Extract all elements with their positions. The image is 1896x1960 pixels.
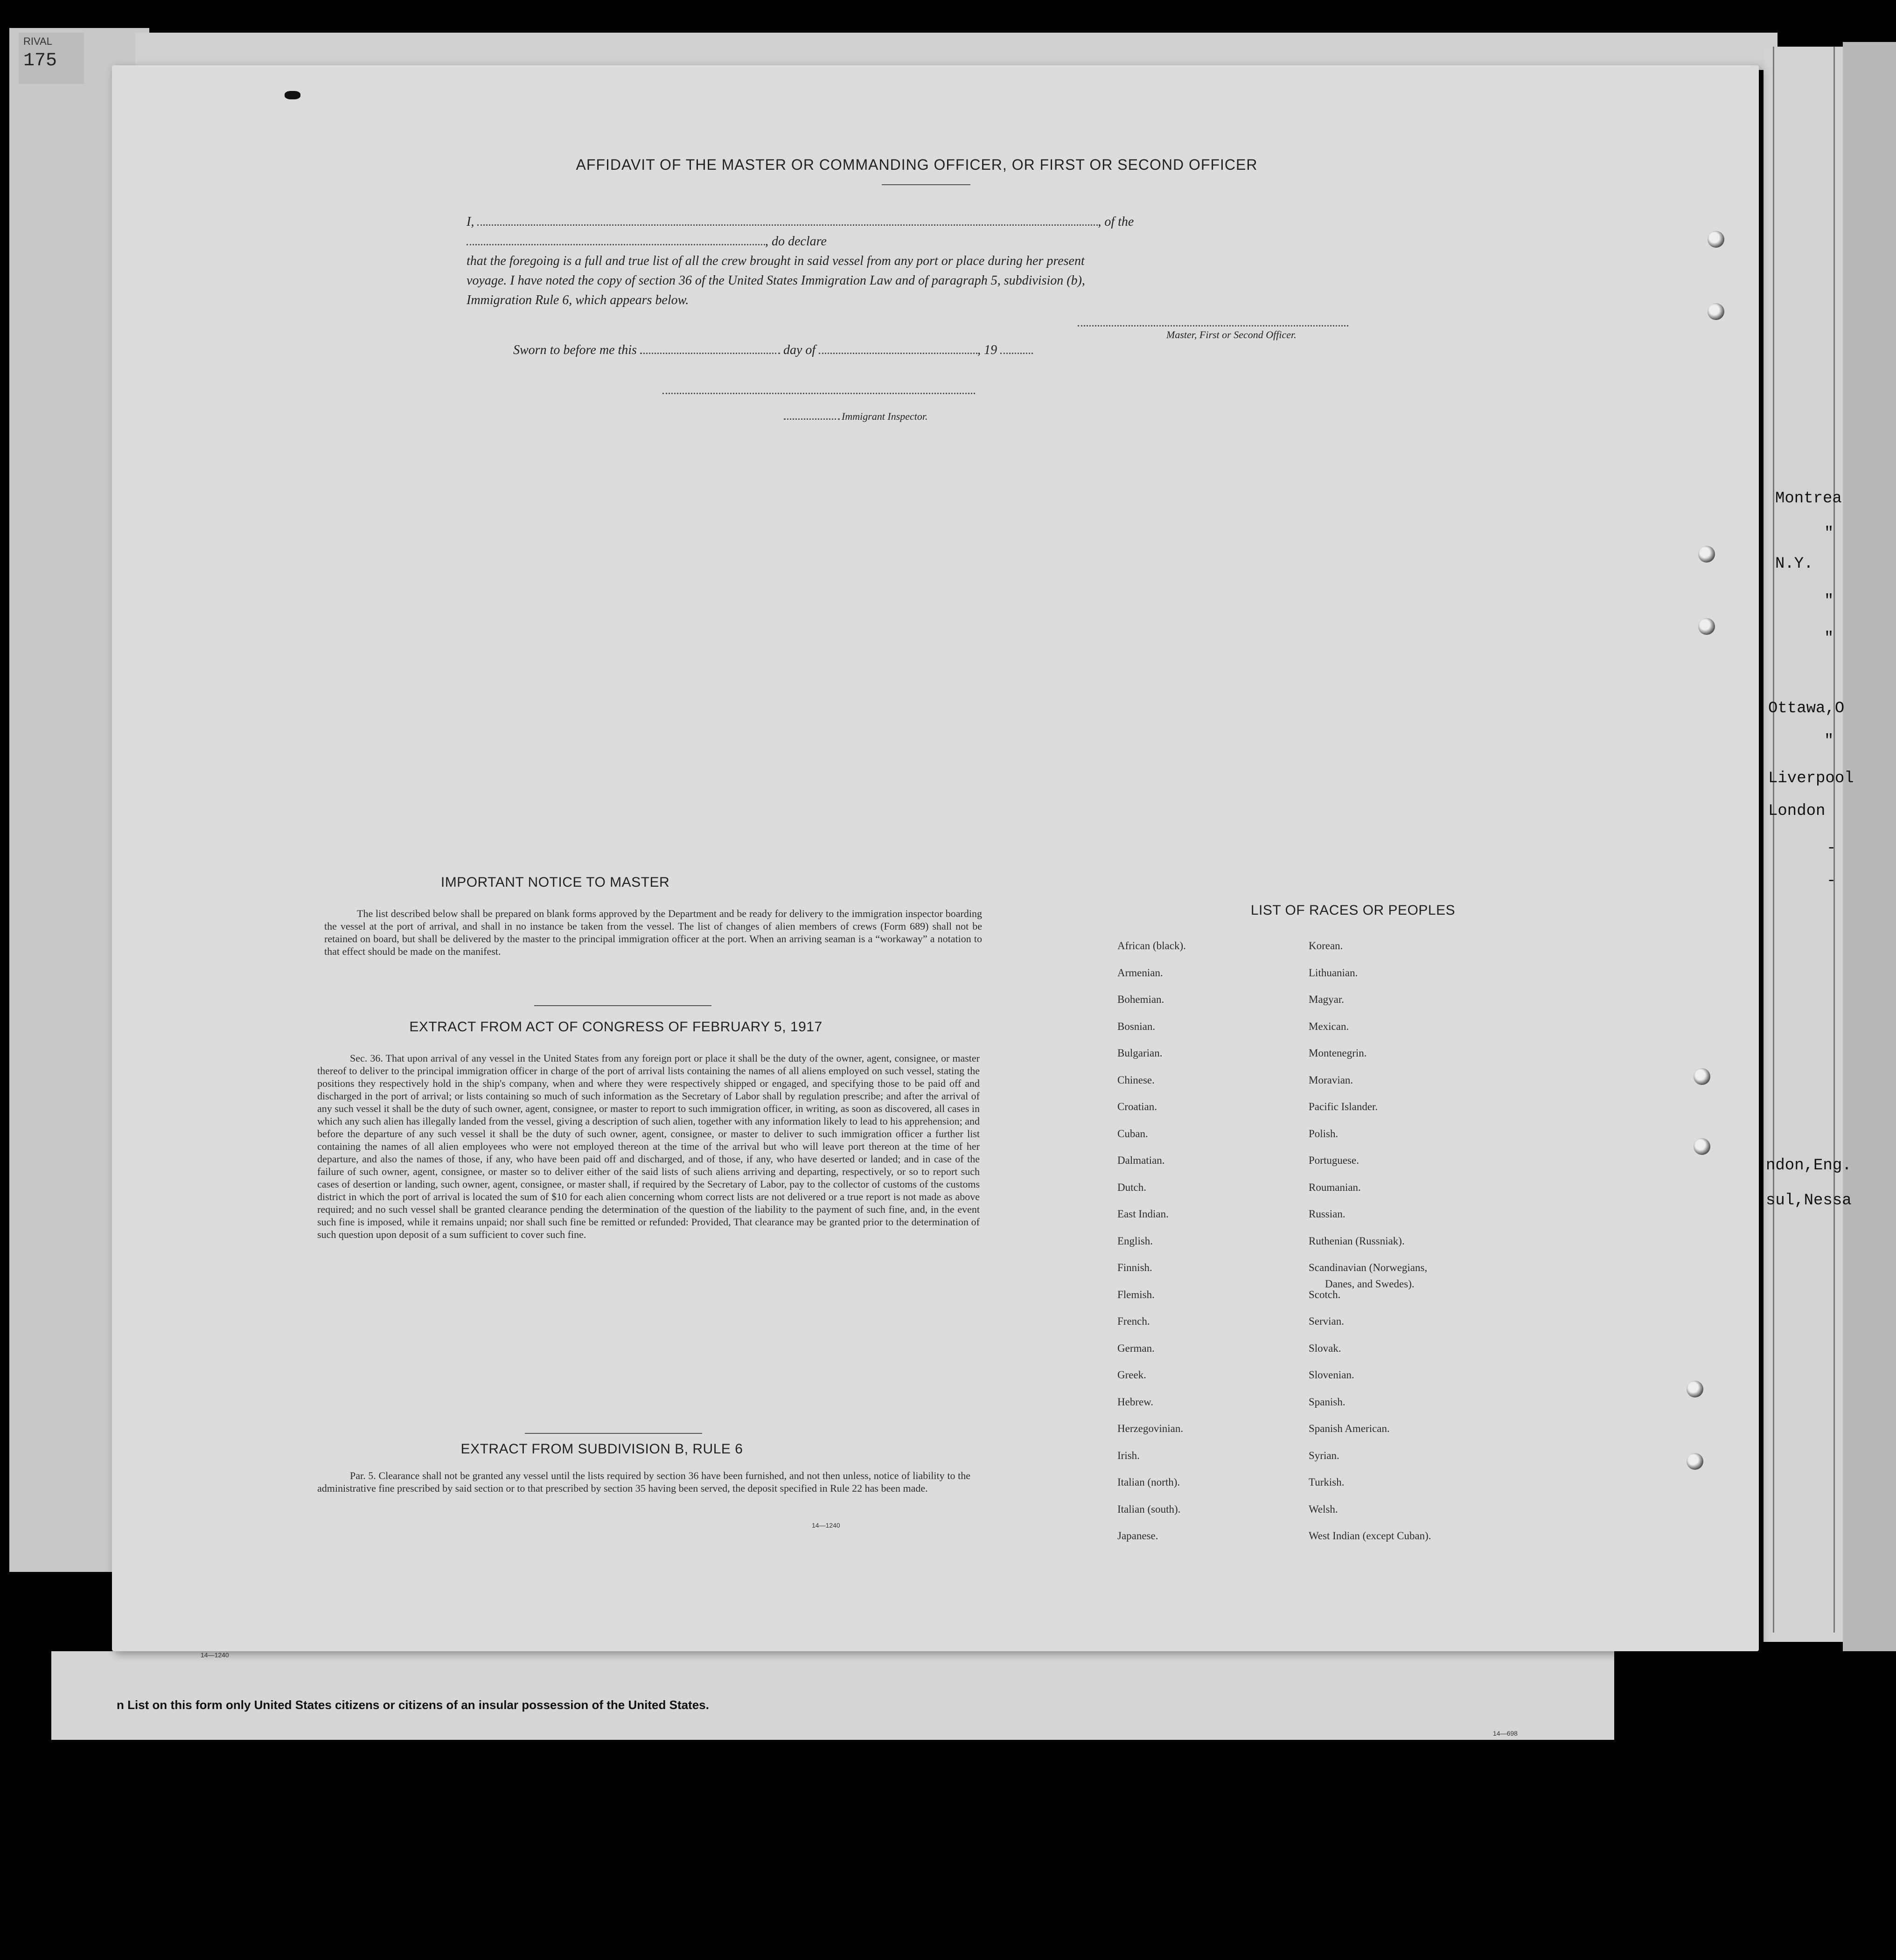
top-left-label — [19, 33, 84, 84]
race-item: Dalmatian. — [1117, 1154, 1165, 1166]
affidavit-declaration — [467, 212, 1400, 310]
act-divider — [525, 1433, 702, 1434]
race-item: Dutch. — [1117, 1181, 1146, 1193]
race-item: Russian. — [1309, 1208, 1345, 1220]
race-item: Servian. — [1309, 1315, 1345, 1327]
race-item: Ruthenian (Russniak). — [1309, 1235, 1405, 1247]
right-entry: " — [1824, 525, 1834, 542]
sworn-month-field[interactable] — [819, 353, 977, 354]
right-entry: N.Y. — [1775, 555, 1813, 573]
race-item: West Indian (except Cuban). — [1309, 1530, 1431, 1542]
right-entry: - — [1826, 840, 1836, 857]
corner-mark — [285, 91, 300, 99]
declaration-line-3: voyage. I have noted the copy of section 36 of the United States Immigration Law and of paragraph 5, subdivision (b), — [467, 273, 1085, 288]
race-item: Greek. — [1117, 1369, 1146, 1381]
inspector-label: Immigrant Inspector. — [842, 410, 928, 422]
binder-hole — [1694, 1138, 1710, 1155]
officer-name-field[interactable] — [477, 224, 1098, 226]
day-of-label: day of — [783, 343, 816, 357]
race-item: German. — [1117, 1342, 1155, 1354]
binder-hole — [1708, 231, 1724, 248]
declaration-line-4: Immigration Rule 6, which appears below. — [467, 293, 689, 307]
race-item: Cuban. — [1117, 1127, 1148, 1140]
right-entry: Liverpool — [1768, 770, 1854, 787]
binder-hole — [1687, 1453, 1703, 1470]
rule-text: Par. 5. Clearance shall not be granted any vessel until the lists required by section 36 have been furnished, and not then unless, notice of liability to the administrative fine prescribed by said section or to that prescribed by section 35 having been served, the deposit specified in Rule 22 has been made. — [317, 1470, 970, 1494]
race-item: Spanish American. — [1309, 1423, 1390, 1434]
stamp-number: 175 — [23, 50, 57, 71]
middle-sheet — [135, 33, 1778, 70]
race-item: Flemish. — [1117, 1288, 1155, 1300]
rule-form-number: 14—1240 — [812, 1522, 840, 1529]
race-item: African (black). — [1117, 940, 1186, 952]
race-item: Slovak. — [1309, 1342, 1341, 1354]
race-item: Montenegrin. — [1309, 1047, 1367, 1059]
race-item: Italian (north). — [1117, 1476, 1180, 1488]
declaration-line-2: that the foregoing is a full and true list of all the crew brought in said vessel from any port or place during her present — [467, 254, 1085, 268]
race-item: Moravian. — [1309, 1074, 1353, 1086]
race-item: Syrian. — [1309, 1449, 1339, 1461]
race-item: Magyar. — [1309, 994, 1345, 1005]
race-item: Croatian. — [1117, 1101, 1157, 1112]
right-entry: " — [1824, 630, 1834, 647]
inspector-line — [784, 410, 928, 423]
do-declare-label: , do declare — [765, 234, 827, 249]
race-item: Finnish. — [1117, 1262, 1152, 1273]
race-item: French. — [1117, 1315, 1150, 1327]
master-signature-line[interactable] — [1078, 324, 1348, 327]
binder-hole — [1694, 1068, 1710, 1085]
year-label: , 19 — [977, 343, 997, 357]
bottom-form-number: 14—698 — [1493, 1730, 1518, 1737]
race-item: Scotch. — [1309, 1288, 1341, 1300]
right-entry: " — [1824, 592, 1834, 610]
race-item: Hebrew. — [1117, 1396, 1154, 1408]
right-entry: London — [1768, 802, 1826, 820]
affidavit-title: AFFIDAVIT OF THE MASTER OR COMMANDING OFFICER, OR FIRST OR SECOND OFFICER — [576, 156, 1258, 173]
right-entry: Ottawa,O — [1768, 700, 1845, 717]
sworn-line — [513, 341, 1033, 360]
binder-hole — [1698, 618, 1715, 635]
race-item: Portuguese. — [1309, 1154, 1359, 1166]
inspector-prefix-dots — [784, 418, 840, 420]
binder-hole — [1708, 303, 1724, 320]
rule-title: EXTRACT FROM SUBDIVISION B, RULE 6 — [460, 1441, 743, 1457]
act-title: EXTRACT FROM ACT OF CONGRESS OF FEBRUARY 5, 1917 — [409, 1019, 823, 1035]
race-item: Turkish. — [1309, 1476, 1345, 1488]
race-item: Japanese. — [1117, 1530, 1158, 1542]
i-label: I, — [467, 215, 474, 229]
title-underline — [882, 184, 970, 185]
right-entry: Montrea — [1775, 490, 1842, 507]
race-item: Korean. — [1309, 940, 1343, 952]
sworn-label: Sworn to before me this — [513, 343, 637, 357]
race-item: Lithuanian. — [1309, 966, 1358, 979]
race-item: Spanish. — [1309, 1396, 1345, 1408]
inspector-signature-line[interactable] — [662, 392, 975, 394]
race-item: English. — [1117, 1235, 1153, 1247]
act-text: Sec. 36. That upon arrival of any vessel in the United States from any foreign port or place it shall be the duty of the owner, agent, consignee, or master thereof to deliver to the principal immigration officer in charge of the port of arrival lists containing the names of all aliens employed on such vessel, stating the positions they respectively hold in the ship's company, when and where they were respectively shipped or engaged, and specifying those to be paid off and discharged in the port of arrival; or lists containing so much of such information as the Secretary of Labor shall by regulation prescribe; and after the arrival of any such vessel it shall be the duty of such owner, agent, consignee, or master to report to such immigration officer, in writing, as soon as discovered, all cases in which any such alien has illegally landed from the vessel, giving a description of such alien, together with any information likely to lead to his apprehension; and before the departure of any such vessel it shall be the duty of such owner, agent, consignee, or master to deliver to such immigration officer a further list containing the names of all alien employees who were not employed thereon at the time of the arrival but who will leave port thereon at the time of her departure, and also the names of those, if any, who have been paid off and discharged, and of those, if any, who have deserted or landed; and in case of the failure of such owner, agent, consignee, or master so to deliver either of the said lists of such aliens arriving and departing, respectively, or so to report such cases of desertion or landing, such owner, agent, consignee, or master shall, if required by the Secretary of Labor, pay to the collector of customs of the customs district in which the port of arrival is located the sum of $10 for each alien concerning whom correct lists are not delivered or a true report is not made as above required; and no such vessel shall be granted clearance pending the determination of the question of the liability to the payment of such fine, and, in the event such fine is imposed, while it remains unpaid; nor shall such fine be remitted or refunded: Provided, That clearance may be granted prior to the determination of such question upon deposit of a sum sufficient to cover such fine. — [317, 1052, 980, 1240]
notice-divider — [534, 1005, 711, 1006]
race-item: Welsh. — [1309, 1503, 1338, 1515]
bottom-strip-text: n List on this form only United States citizens or citizens of an insular possession of the United States. — [117, 1698, 709, 1712]
declaration-line-1 — [467, 212, 1400, 251]
race-item: Scandinavian (Norwegians, — [1309, 1262, 1428, 1273]
of-the-label: , of the — [1098, 215, 1134, 229]
binder-hole — [1687, 1381, 1703, 1397]
race-item: Pacific Islander. — [1309, 1101, 1378, 1112]
races-title: LIST OF RACES OR PEOPLES — [1250, 903, 1456, 918]
bottom-left-form-number: 14—1240 — [201, 1651, 229, 1659]
vessel-name-field[interactable] — [467, 244, 765, 245]
binder-hole — [1698, 546, 1715, 563]
race-item: East Indian. — [1117, 1208, 1169, 1220]
race-item: Bosnian. — [1117, 1020, 1156, 1032]
race-item: Polish. — [1309, 1127, 1338, 1140]
race-item: Armenian. — [1117, 966, 1163, 979]
race-item: Herzegovinian. — [1117, 1423, 1184, 1434]
race-item: Bohemian. — [1117, 994, 1164, 1005]
far-right-strip — [1843, 42, 1896, 1651]
right-entry: ndon,Eng. — [1766, 1157, 1852, 1175]
stamp-text: RIVAL — [23, 35, 52, 47]
sworn-year-field[interactable] — [1000, 353, 1033, 354]
race-item: Irish. — [1117, 1449, 1140, 1461]
race-item: Mexican. — [1309, 1020, 1349, 1032]
bottom-strip — [51, 1651, 1614, 1740]
race-item-continuation: Danes, and Swedes). — [1325, 1278, 1415, 1290]
race-item: Slovenian. — [1309, 1369, 1354, 1381]
race-item: Chinese. — [1117, 1074, 1155, 1086]
right-sheet-divider — [1773, 47, 1774, 1633]
sworn-day-field[interactable] — [640, 353, 780, 354]
race-item: Italian (south). — [1117, 1503, 1181, 1515]
notice-text: The list described below shall be prepared on blank forms approved by the Department and be ready for delivery to the immigration inspector boarding the vessel at the port of arrival, and shall in no instance be taken from the vessel. The list of changes of alien members of crews (Form 689) shall not be retained on board, but shall be delivered by the master to the principal immigration officer at the port. When an arriving seaman is a “workaway” a notation to that effect should be made on the manifest. — [324, 908, 982, 957]
notice-title: IMPORTANT NOTICE TO MASTER — [440, 875, 670, 890]
right-entry: " — [1824, 732, 1834, 750]
race-item: Bulgarian. — [1117, 1047, 1163, 1059]
master-signature-label: Master, First or Second Officer. — [1166, 329, 1297, 341]
right-entry: - — [1826, 872, 1836, 890]
race-item: Roumanian. — [1309, 1181, 1361, 1193]
affidavit-page — [112, 65, 1759, 1651]
right-entry: sul,Nessa — [1766, 1192, 1852, 1209]
